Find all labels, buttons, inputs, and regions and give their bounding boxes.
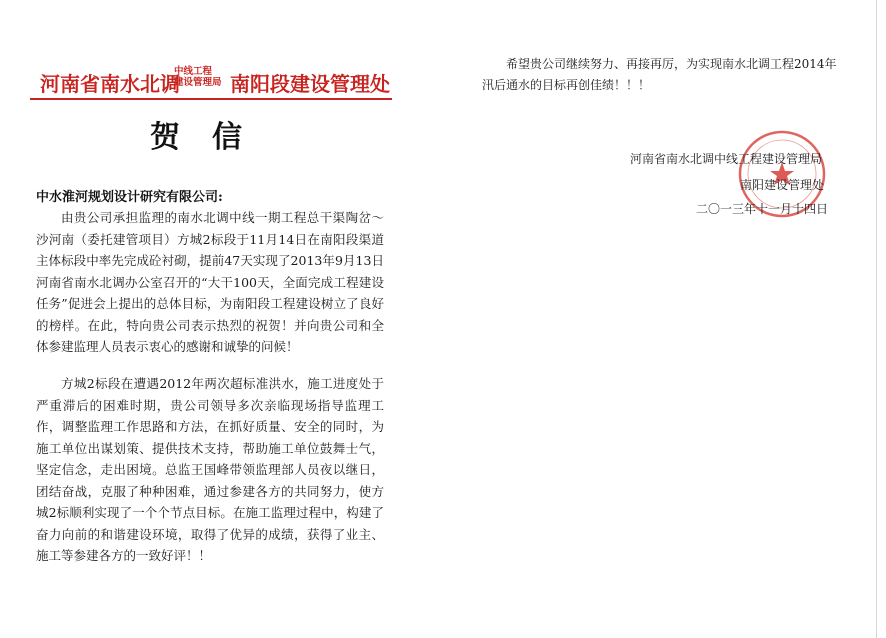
signature-date: 二〇一三年十一月十四日 — [696, 202, 829, 216]
letterhead — [40, 66, 400, 98]
letterhead-org-sub — [174, 66, 226, 88]
letterhead-sub-line2: 建设管理局 — [174, 77, 222, 88]
signature-organization: 河南省南水北调中线工程建设管理局 — [630, 152, 823, 166]
signature-office: 南阳建设管理处 — [740, 178, 825, 192]
letterhead-office: 南阳段建设管理处 — [230, 72, 390, 96]
closing-paragraph: 希望贵公司继续努力、再接再厉，为实现南水北调工程2014年汛后通水的目标再创佳绩！！！ — [482, 57, 837, 92]
letterhead-sub-line1: 中线工程 — [174, 66, 213, 77]
body-paragraph-2: 方城2标段在遭遇2012年两次超标准洪水，施工进度处于严重滞后的困难时期，贵公司领导多次亲临现场指导监理工作，调整监理工作思路和方法，在抓好质量、安全的同时，为施工单位出谋划策、提供技术支持，帮助施工单位鼓舞士气，坚定信念，走出困境。总监王国峰带领监理部人员夜以继日，团结奋战，克服了种种困难，通过参建各方的共同努力，使方城2标顺利实现了一个个节点目标。在施工监理过程中，构建了奋力向前的和谐建设环境，取得了优异的成绩，获得了业主、施工等参建各方的一致好评！！ — [36, 376, 384, 563]
letterhead-rule — [30, 98, 392, 100]
body-paragraph-1: 由贵公司承担监理的南水北调中线一期工程总干渠陶岔～沙河南（委托建管项目）方城2标段于11月14日在南阳段渠道主体标段中率先完成砼衬砌，提前47天实现了2013年9月13日河南省南水北调办公室召开的“大干100天，全面完成工程建设任务”促进会上提出的总体目标，为南阳段工程建设树立了良好的榜样。在此，特向贵公司表示热烈的祝贺！并向贵公司和全体参建监理人员表示衷心的感谢和诚挚的问候！ — [36, 210, 384, 354]
page-edge-divider — [876, 0, 877, 638]
letter-title: 贺信 — [150, 120, 274, 155]
recipient: 中水淮河规划设计研究有限公司: — [36, 190, 223, 205]
letterhead-org-main: 河南省南水北调 — [40, 72, 180, 96]
